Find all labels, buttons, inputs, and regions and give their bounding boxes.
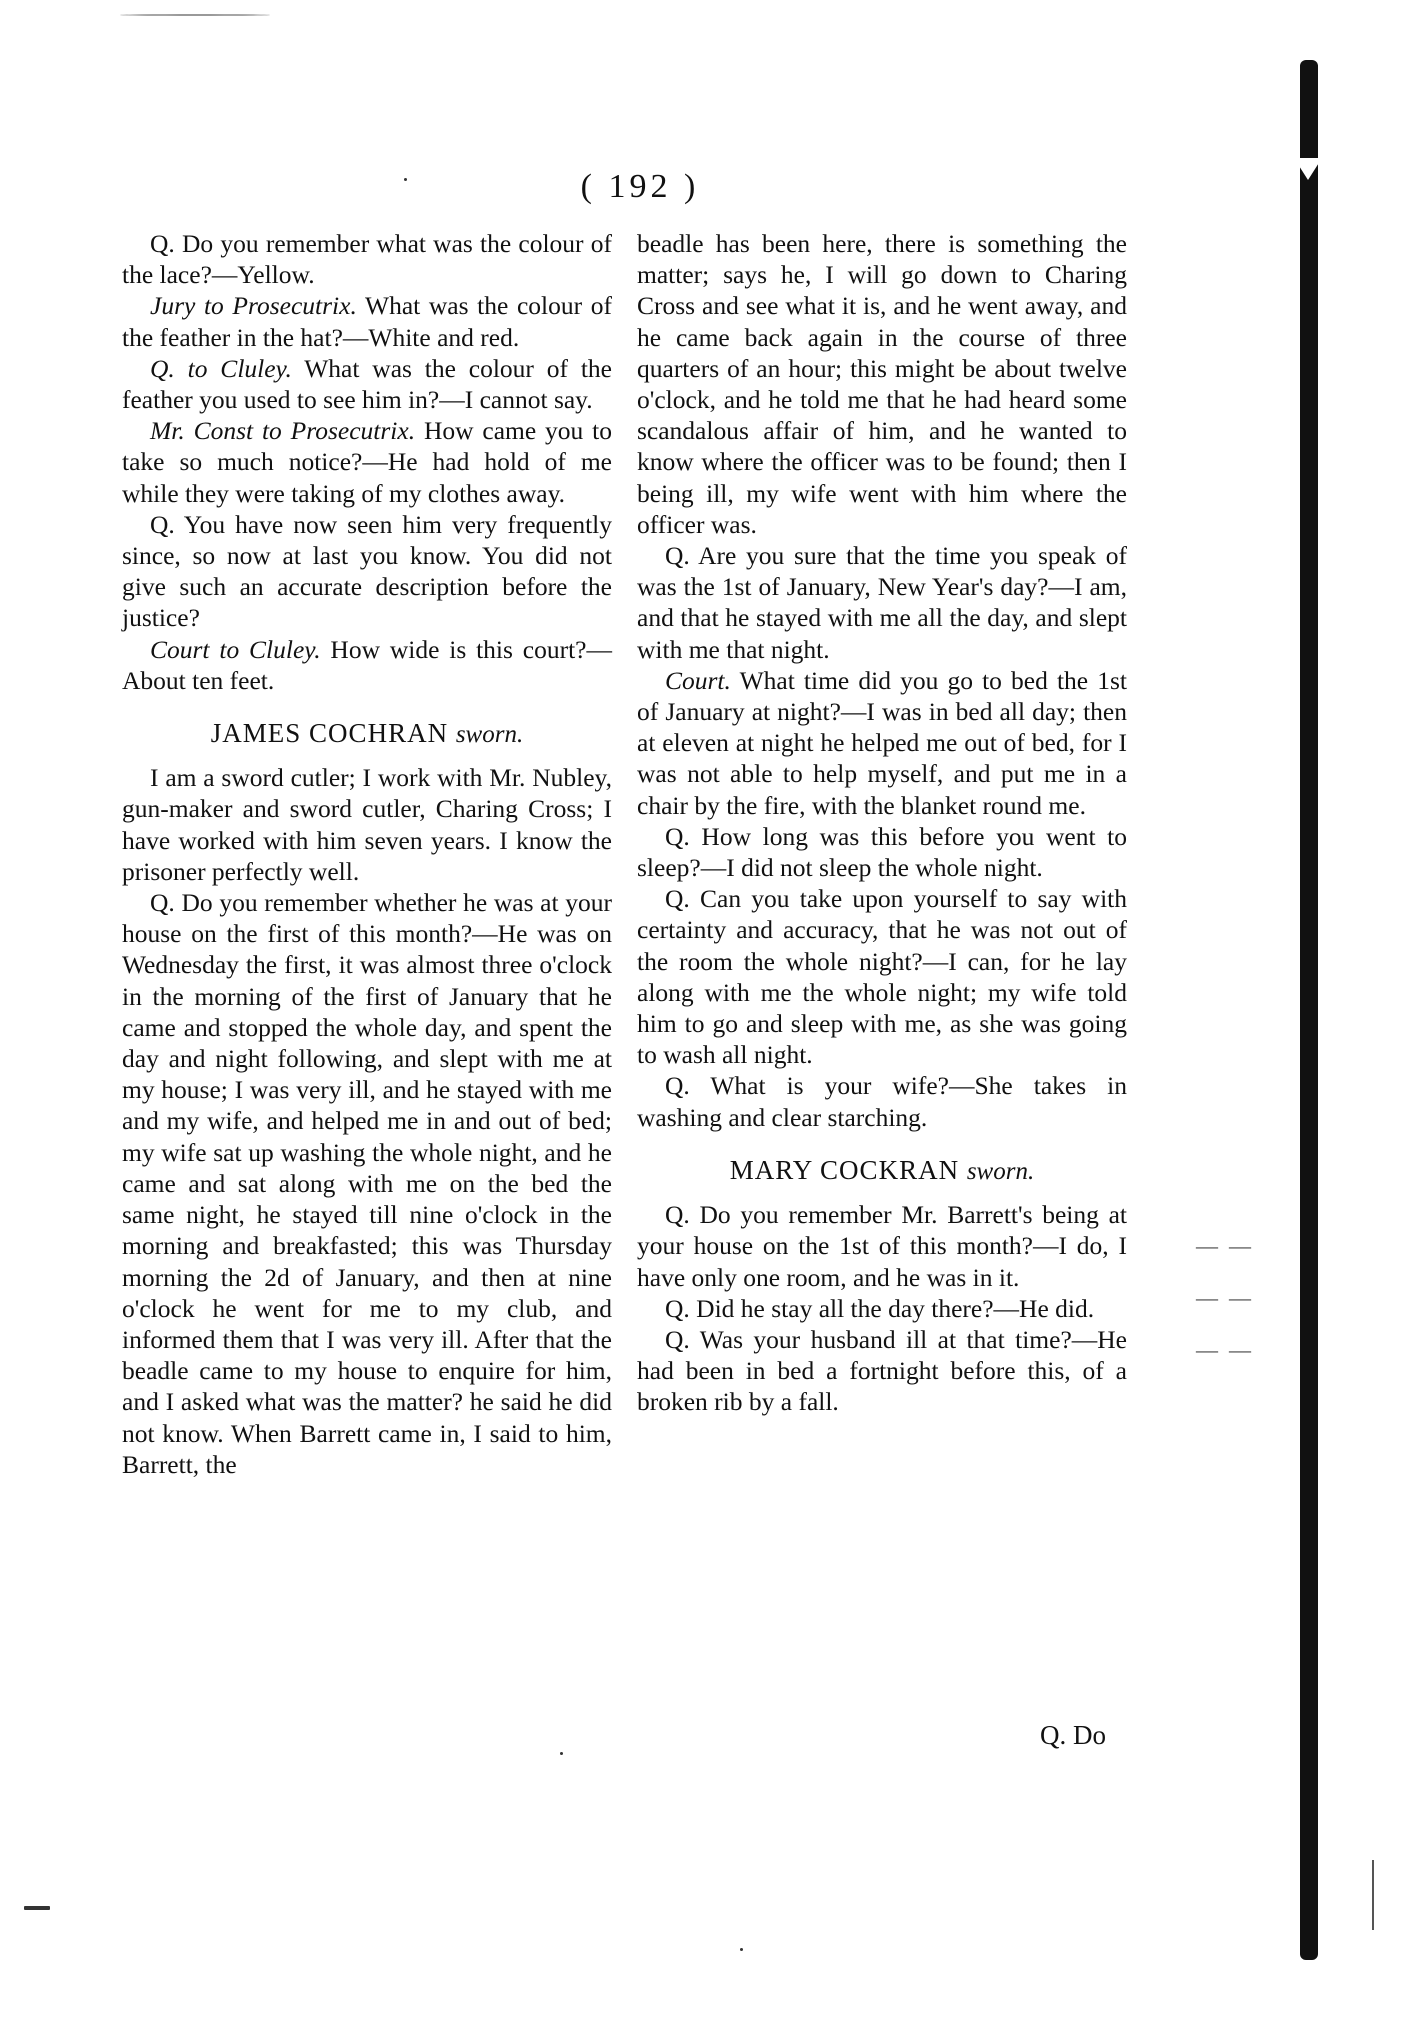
speaker-label: Court to Cluley. <box>150 634 321 664</box>
speaker-label: Q. <box>665 1071 690 1101</box>
witness-name: MARY COCKRAN <box>729 1154 960 1185</box>
page-number: ( 192 ) <box>580 168 700 205</box>
speaker-label: Q. to Cluley. <box>150 353 292 383</box>
speaker-label: Court. <box>665 665 731 695</box>
speck <box>740 1948 743 1951</box>
speck <box>120 14 270 16</box>
paragraph <box>122 887 612 1480</box>
speaker-label: Mr. Const to Prosecutrix. <box>150 416 416 446</box>
witness-sworn: sworn. <box>966 1157 1035 1185</box>
paragraph-text: Do you remember Mr. Barrett's being at your house on the 1st of this month?—I do, I have only one room, and he was in it. <box>637 1200 1127 1292</box>
speaker-label: Q. <box>150 888 175 918</box>
paragraph-text: Do you remember whether he was at your house on the first of this month?—He was on Wednesday the first, it was almost three o'clock in the morning of the first of January that he came and stopped the whole day, and spent the day and night following, and slept with me at my house; I was very ill, and he stayed with me and my wife, and helped me in and out of bed; my wife sat up washing the whole night, and he came and sat along with me on the bed the same night, he stayed till nine o'clock in the morning and breakfasted; this was Thursday morning the 2d of January, and then at nine o'clock he went for me to my club, and informed them that I was very ill. After that the beadle came to my house to enquire for him, and I asked what was the matter? he said he did not know. When Barrett came in, I said to him, Barrett, the <box>122 888 612 1479</box>
catchword: Q. Do <box>1040 1720 1106 1750</box>
margin-dashes: — — — — — — <box>1196 1233 1251 1362</box>
paragraph <box>122 415 612 509</box>
paragraph-text: What was the colour of the feather you used to see him in?—I cannot say. <box>122 353 612 415</box>
paragraph-text: How long was this before you went to sleep?—I did not sleep the whole night. <box>637 821 1127 883</box>
witness-name: JAMES COCHRAN <box>210 718 449 749</box>
paragraph <box>637 1324 1127 1418</box>
paragraph-text: beadle has been here, there is something the matter; says he, I will go down to Charing Cross and see what it is, and he went away, and he came back again in the course of three quarters of an hour; this might be about twelve o'clock, and he told me that he had heard some scandalous affair of him, and he wanted to know where the officer was to be found; then I being ill, my wife went with him where the officer was. <box>637 229 1127 539</box>
speaker-label: Jury to Prosecutrix. <box>150 291 357 321</box>
paragraph-text: What is your wife?—She takes in washing and clear starching. <box>637 1071 1127 1132</box>
speck <box>24 1906 50 1910</box>
paragraph <box>122 353 612 415</box>
paragraph-text: Can you take upon yourself to say with certainty and accuracy, that he was not out of the room the whole night?—I can, for he lay along with me the whole night; my wife told him to go and sleep with me, as she was going to wash all night. <box>637 884 1127 1070</box>
speaker-label: Q. <box>665 1200 690 1230</box>
paragraph <box>637 540 1127 665</box>
witness-sworn: sworn. <box>455 721 524 749</box>
paragraph <box>122 634 612 696</box>
paragraph-text: How came you to take so much notice?—He had hold of me while they were taking of my clothes away. <box>122 416 612 508</box>
speck <box>404 178 407 181</box>
speaker-label: Q. <box>665 884 690 914</box>
paragraph <box>122 228 612 290</box>
paragraph <box>637 1293 1127 1324</box>
witness-heading <box>637 1155 1127 1187</box>
paragraph-text: I am a sword cutler; I work with Mr. Nubley, gun-maker and sword cutler, Charing Cross; I have worked with him seven years. I know the prisoner perfectly well. <box>122 763 612 886</box>
paragraph <box>637 883 1127 1070</box>
paragraph <box>637 1070 1127 1132</box>
speaker-label: Q. <box>665 1324 690 1354</box>
paragraph-text: What time did you go to bed the 1st of January at night?—I was in bed all day; then at eleven at night he helped me out of bed, for I was not able to help myself, and put me in a chair by the fire, with the blanket round me. <box>637 665 1127 820</box>
paragraph-text: Do you remember what was the colour of the lace?—Yellow. <box>122 229 612 290</box>
paragraph-text: How wide is this court?—About ten feet. <box>122 634 612 695</box>
paragraph <box>637 821 1127 883</box>
speaker-label: Q. <box>665 541 690 571</box>
speaker-label: Q. <box>665 1293 690 1323</box>
speaker-label: Q. <box>665 821 690 851</box>
right-column <box>637 228 1127 1418</box>
speaker-label: Q. <box>150 509 175 539</box>
paragraph-text: Was your husband ill at that time?—He had been in bed a fortnight before this, of a broken rib by a fall. <box>637 1324 1127 1417</box>
left-column <box>122 228 612 1480</box>
paragraph <box>122 762 612 887</box>
speaker-label: Q. <box>150 229 175 258</box>
paragraph-text: Are you sure that the time you speak of was the 1st of January, New Year's day?—I am, and that he stayed with me all the day, and slept with me that night. <box>637 541 1127 664</box>
speck <box>560 1752 563 1755</box>
witness-heading <box>122 718 612 750</box>
paragraph-text: What was the colour of the feather in the hat?—White and red. <box>122 291 612 352</box>
paragraph <box>637 1199 1127 1293</box>
paragraph <box>637 665 1127 821</box>
binding-edge <box>1300 60 1318 1960</box>
paragraph <box>122 509 612 634</box>
paragraph-text: You have now seen him very frequently since, so now at last you know. You did not give such an accurate description before the justice? <box>122 509 612 633</box>
paragraph-text: Did he stay all the day there?—He did. <box>689 1293 1095 1323</box>
paragraph <box>122 290 612 352</box>
edge-line <box>1372 1860 1374 1930</box>
paragraph <box>637 228 1127 540</box>
